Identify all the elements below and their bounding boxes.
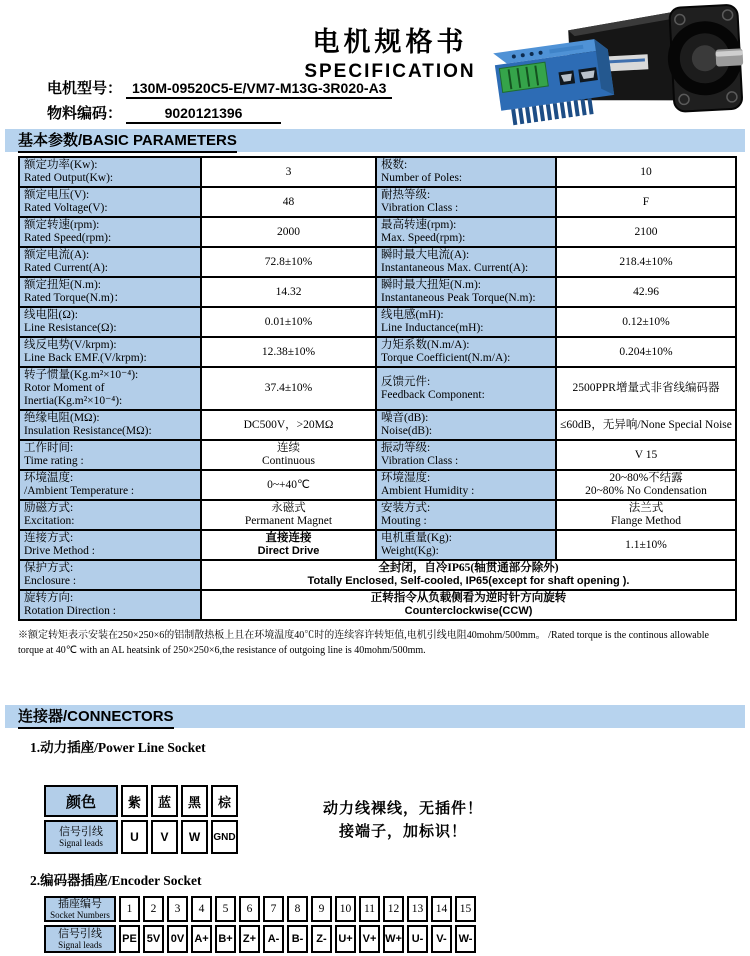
encoder-signal-label-cn: 信号引线 xyxy=(58,928,102,940)
encoder-number-cell: 8 xyxy=(287,896,308,922)
encoder-signal-cell: W- xyxy=(455,925,476,953)
param-value-en: Totally Enclosed, Self-cooled, IP65(except for shaft opening ). xyxy=(307,575,630,587)
param-value xyxy=(201,410,376,440)
param-label-cn: 瞬时最大电流(A): xyxy=(381,249,470,261)
param-label xyxy=(19,500,201,530)
param-label xyxy=(376,307,556,337)
page-title: 电机规格书 xyxy=(312,27,468,57)
encoder-signal-cell: W+ xyxy=(383,925,404,953)
param-label xyxy=(19,157,201,187)
encoder-number-cell: 6 xyxy=(239,896,260,922)
param-label-en: Max. Speed(rpm): xyxy=(381,232,466,244)
param-label xyxy=(376,410,556,440)
param-value-text: 3 xyxy=(285,165,292,178)
param-value xyxy=(556,217,736,247)
param-value-en: Continuous xyxy=(261,455,316,467)
encoder-signal-cell: V+ xyxy=(359,925,380,953)
param-value xyxy=(201,530,376,560)
encoder-signal-header xyxy=(44,925,116,953)
param-value-text: 0.01±10% xyxy=(264,315,313,328)
encoder-socket-title: 2.编码器插座/Encoder Socket xyxy=(30,873,202,888)
param-value-text: 12.38±10% xyxy=(261,345,316,358)
encoder-number-cell: 3 xyxy=(167,896,188,922)
basic-table-row xyxy=(19,410,736,440)
param-value-cn: 永磁式 xyxy=(271,502,306,514)
basic-table-row xyxy=(19,560,736,590)
material-label: 物料编码： xyxy=(47,106,123,122)
param-value-cn: 直接连接 xyxy=(265,532,312,544)
power-color-cell: 蓝 xyxy=(151,785,178,817)
param-value-text: 2100 xyxy=(634,225,658,238)
param-label-cn: 极数: xyxy=(381,159,408,171)
param-value-cn: 正转指令从负载侧看为逆时针方向旋转 xyxy=(370,592,567,604)
power-note xyxy=(323,797,483,843)
encoder-signal-cell: 5V xyxy=(143,925,164,953)
encoder-number-cell: 15 xyxy=(455,896,476,922)
param-value-text: 2000 xyxy=(277,225,300,238)
encoder-signal-cell: U+ xyxy=(335,925,356,953)
basic-table-row xyxy=(19,217,736,247)
param-label xyxy=(376,470,556,500)
param-label-en: Insulation Resistance(MΩ): xyxy=(24,425,152,437)
param-label-en: Rated Output(Kw): xyxy=(24,172,114,184)
basic-table-row xyxy=(19,157,736,187)
param-label-en: Mouting : xyxy=(381,515,427,527)
encoder-number-cell: 9 xyxy=(311,896,332,922)
power-color-row xyxy=(44,785,238,817)
param-value-en: Flange Method xyxy=(611,515,681,527)
param-value xyxy=(556,367,736,410)
encoder-signal-cell: A- xyxy=(263,925,284,953)
encoder-number-header xyxy=(44,896,116,922)
param-value xyxy=(556,247,736,277)
param-value-cn: 连续 xyxy=(277,442,300,454)
basic-table-row xyxy=(19,530,736,560)
param-label-cn: 环境湿度: xyxy=(381,472,431,484)
param-value xyxy=(201,187,376,217)
param-label-cn: 环境温度: xyxy=(24,472,74,484)
param-label xyxy=(376,337,556,367)
param-value-en: Permanent Magnet xyxy=(244,515,333,527)
param-value xyxy=(201,590,736,620)
param-value xyxy=(556,307,736,337)
param-label xyxy=(376,187,556,217)
power-socket-block xyxy=(0,782,750,857)
param-label-en: /Ambient Temperature : xyxy=(24,485,135,497)
material-row xyxy=(47,102,281,124)
param-label-en: Vibration Class : xyxy=(381,455,459,467)
param-label-cn: 线电阻(Ω): xyxy=(24,309,78,321)
param-label xyxy=(19,217,201,247)
encoder-signal-cell: Z+ xyxy=(239,925,260,953)
param-label xyxy=(19,530,201,560)
param-label xyxy=(19,410,201,440)
param-label-cn: 瞬时最大扭矩(N.m): xyxy=(381,279,481,291)
basic-table-row xyxy=(19,277,736,307)
param-label-cn: 噪音(dB): xyxy=(381,412,429,424)
param-label-en: Excitation: xyxy=(24,515,75,527)
param-label-en: Rotation Direction : xyxy=(24,605,116,617)
encoder-number-cell: 11 xyxy=(359,896,380,922)
power-signal-label-en: Signal leads xyxy=(59,838,103,848)
basic-table-row xyxy=(19,247,736,277)
param-label-cn: 振动等级: xyxy=(381,442,431,454)
param-label-cn: 保护方式: xyxy=(24,562,74,574)
param-label-cn: 安装方式: xyxy=(381,502,431,514)
param-value-cn: 全封闭，自冷IP65(轴贯通部分除外) xyxy=(378,562,559,574)
basic-table-row xyxy=(19,470,736,500)
param-label-cn: 额定扭矩(N.m): xyxy=(24,279,101,291)
document-header xyxy=(0,0,750,129)
param-value xyxy=(201,560,736,590)
param-value-text: 72.8±10% xyxy=(264,255,313,268)
param-label-en: Rated Speed(rpm): xyxy=(24,232,112,244)
param-value xyxy=(556,440,736,470)
encoder-signal-row xyxy=(44,925,476,953)
power-note-line1: 动力线裸线，无插件！ xyxy=(323,799,484,817)
param-value-cn: 20~80%不结露 xyxy=(609,472,683,484)
param-label xyxy=(19,277,201,307)
encoder-number-cell: 14 xyxy=(431,896,452,922)
param-label xyxy=(376,217,556,247)
param-value-cn: 法兰式 xyxy=(628,502,664,514)
encoder-signal-cell: B- xyxy=(287,925,308,953)
param-label xyxy=(19,470,201,500)
power-signal-cell: W xyxy=(181,820,208,854)
param-label-cn: 连接方式: xyxy=(24,532,74,544)
param-value-text: 0.204±10% xyxy=(619,345,673,358)
basic-parameters-table xyxy=(18,156,737,621)
param-label-cn: 线反电势(V/krpm): xyxy=(24,339,117,351)
encoder-number-label-en: Socket Numbers xyxy=(50,910,110,920)
power-color-header xyxy=(44,785,118,817)
param-label-en: Weight(Kg): xyxy=(381,545,439,557)
param-value xyxy=(556,530,736,560)
param-label xyxy=(19,367,201,410)
param-label-cn: 工作时间: xyxy=(24,442,74,454)
param-value-text: 0~+40℃ xyxy=(267,478,310,491)
param-label-en: Enclosure : xyxy=(24,575,77,587)
encoder-signal-label-en: Signal leads xyxy=(58,940,102,950)
param-label-cn: 转子惯量(Kg.m²×10⁻⁴): xyxy=(24,369,139,381)
encoder-signal-cell: V- xyxy=(431,925,452,953)
param-label-cn: 线电感(mH): xyxy=(381,309,444,321)
param-label-cn: 力矩系数(N.m/A): xyxy=(381,339,470,351)
material-value: 9020121396 xyxy=(126,105,281,124)
param-value xyxy=(556,470,736,500)
param-label-en: Vibration Class : xyxy=(381,202,459,214)
encoder-number-row xyxy=(44,896,476,922)
param-label-cn: 反馈元件: xyxy=(381,375,431,388)
param-value xyxy=(201,307,376,337)
param-value xyxy=(556,277,736,307)
param-label-cn: 电机重量(Kg): xyxy=(381,532,452,544)
param-label xyxy=(376,247,556,277)
param-value-en: Counterclockwise(CCW) xyxy=(404,605,533,617)
encoder-signal-cell: A+ xyxy=(191,925,212,953)
encoder-signal-cell: B+ xyxy=(215,925,236,953)
param-label-en: Line Back EMF.(V/krpm): xyxy=(24,352,147,364)
param-value-text: 37.4±10% xyxy=(264,382,313,394)
param-label xyxy=(19,590,201,620)
param-label-en: Drive Method : xyxy=(24,545,95,557)
encoder-number-cell: 2 xyxy=(143,896,164,922)
param-label-cn: 励磁方式: xyxy=(24,502,74,514)
basic-table-row xyxy=(19,187,736,217)
basic-table-row xyxy=(19,367,736,410)
param-value-en: Direct Drive xyxy=(257,545,320,557)
param-value-text: 42.96 xyxy=(633,285,659,298)
power-note-line2: 接端子，加标识！ xyxy=(339,822,468,840)
param-label-en: Noise(dB): xyxy=(381,425,433,437)
param-label xyxy=(19,440,201,470)
power-signal-header xyxy=(44,820,118,854)
basic-table-row xyxy=(19,440,736,470)
basic-table-row xyxy=(19,590,736,620)
param-label xyxy=(376,500,556,530)
power-signal-cell: V xyxy=(151,820,178,854)
param-value xyxy=(201,247,376,277)
encoder-number-cell: 1 xyxy=(119,896,140,922)
param-value xyxy=(201,440,376,470)
param-label-en: Line Inductance(mH): xyxy=(381,322,484,334)
param-label-en: Rated Torque(N.m)： xyxy=(24,292,126,304)
param-value xyxy=(201,470,376,500)
encoder-number-cell: 7 xyxy=(263,896,284,922)
power-signal-cell: U xyxy=(121,820,148,854)
param-label xyxy=(19,307,201,337)
param-value xyxy=(201,500,376,530)
section-basic-parameters xyxy=(5,129,745,152)
param-label-cn: 最高转速(rpm): xyxy=(381,219,457,231)
param-value xyxy=(201,367,376,410)
param-value xyxy=(201,277,376,307)
page-subtitle: SPECIFICATION xyxy=(304,61,476,82)
param-value-text: 1.1±10% xyxy=(625,538,667,551)
model-label: 电机型号： xyxy=(47,81,123,97)
param-label-cn: 额定电流(A): xyxy=(24,249,90,261)
power-socket-table xyxy=(41,782,241,857)
power-signal-cell: GND xyxy=(211,820,238,854)
encoder-number-cell: 10 xyxy=(335,896,356,922)
param-label-en: Rated Current(A): xyxy=(24,262,108,274)
encoder-number-cell: 13 xyxy=(407,896,428,922)
param-label-cn: 绝缘电阻(MΩ): xyxy=(24,412,100,424)
footnote: ※额定转矩表示安装在250×250×6的铝制散热板上且在环境温度40℃时的连续容许转矩值,电机引线电阻40mohm/500mm。 /Rated torque is the continous allowable torque at 40℃ with an AL heatsink of 250×250×6,the resistance of outgoing line is 40mohm/500mm. xyxy=(18,630,709,656)
param-label xyxy=(19,337,201,367)
param-value-text: 0.12±10% xyxy=(622,315,670,328)
param-value xyxy=(556,337,736,367)
encoder-signal-cell: Z- xyxy=(311,925,332,953)
param-value-text: 48 xyxy=(282,195,295,208)
section-connectors xyxy=(5,705,745,728)
param-value xyxy=(201,217,376,247)
param-label-en: Instantaneous Peak Torque(N.m): xyxy=(381,292,536,304)
power-color-cell: 紫 xyxy=(121,785,148,817)
param-label xyxy=(19,247,201,277)
param-value-text: 10 xyxy=(640,165,652,178)
section-basic-title: 基本参数/BASIC PARAMETERS xyxy=(18,129,237,153)
encoder-signal-cell: 0V xyxy=(167,925,188,953)
param-label xyxy=(376,367,556,410)
param-value xyxy=(201,157,376,187)
param-label-en: Time rating : xyxy=(24,455,84,467)
param-value xyxy=(556,187,736,217)
model-value: 130M-09520C5-E/VM7-M13G-3R020-A3 xyxy=(126,80,392,99)
param-label-en: Torque Coefficient(N.m/A): xyxy=(381,352,511,364)
basic-table-row xyxy=(19,307,736,337)
section-connectors-title: 连接器/CONNECTORS xyxy=(18,705,174,729)
encoder-signal-cell: U- xyxy=(407,925,428,953)
encoder-signal-cell: PE xyxy=(119,925,140,953)
power-signal-row xyxy=(44,820,238,854)
param-value xyxy=(556,500,736,530)
param-label xyxy=(19,560,201,590)
basic-table-row xyxy=(19,500,736,530)
power-color-cell: 黑 xyxy=(181,785,208,817)
param-label-cn: 额定电压(V): xyxy=(24,189,90,201)
param-value-text: 218.4±10% xyxy=(619,255,673,268)
param-value-text: 14.32 xyxy=(275,285,302,298)
param-label xyxy=(19,187,201,217)
param-label-en: Number of Poles: xyxy=(381,172,463,184)
product-photo xyxy=(478,2,746,126)
param-label xyxy=(376,440,556,470)
param-label-cn: 额定功率(Kw): xyxy=(24,159,98,171)
power-color-cell: 棕 xyxy=(211,785,238,817)
param-label-cn: 额定转速(rpm): xyxy=(24,219,100,231)
encoder-socket-table xyxy=(41,893,479,956)
param-value xyxy=(556,410,736,440)
param-value-text: V 15 xyxy=(634,448,658,461)
param-label-en: Line Resistance(Ω): xyxy=(24,322,117,334)
param-label-en: Rotor Moment of Inertia(Kg.m²×10⁻⁴): xyxy=(24,382,123,407)
param-value-text: F xyxy=(642,195,650,208)
param-value-text: DC500V，>20MΩ xyxy=(243,418,334,431)
basic-table-row xyxy=(19,337,736,367)
param-label xyxy=(376,277,556,307)
param-value-en: 20~80% No Condensation xyxy=(585,485,707,497)
param-value xyxy=(556,157,736,187)
param-label xyxy=(376,530,556,560)
encoder-number-cell: 4 xyxy=(191,896,212,922)
param-label xyxy=(376,157,556,187)
model-row xyxy=(47,77,392,99)
param-label-en: Instantaneous Max. Current(A): xyxy=(381,262,529,274)
power-color-label: 颜色 xyxy=(65,794,96,811)
param-label-en: Feedback Component: xyxy=(381,388,485,401)
param-label-en: Rated Voltage(V): xyxy=(24,202,108,214)
param-value-text: ≤60dB，无异响/None Special Noise xyxy=(560,418,732,431)
param-label-cn: 旋转方向: xyxy=(24,592,74,604)
param-label-cn: 耐热等级: xyxy=(381,189,431,201)
param-value-text: 2500PPR增量式非省线编码器 xyxy=(572,382,720,394)
param-value xyxy=(201,337,376,367)
power-signal-label-cn: 信号引线 xyxy=(59,826,103,838)
power-socket-title: 1.动力插座/Power Line Socket xyxy=(30,740,206,755)
param-label-en: Ambient Humidity : xyxy=(381,485,475,497)
encoder-number-cell: 5 xyxy=(215,896,236,922)
encoder-number-label-cn: 插座编号 xyxy=(58,898,102,910)
encoder-number-cell: 12 xyxy=(383,896,404,922)
driver-illustration xyxy=(493,37,616,126)
